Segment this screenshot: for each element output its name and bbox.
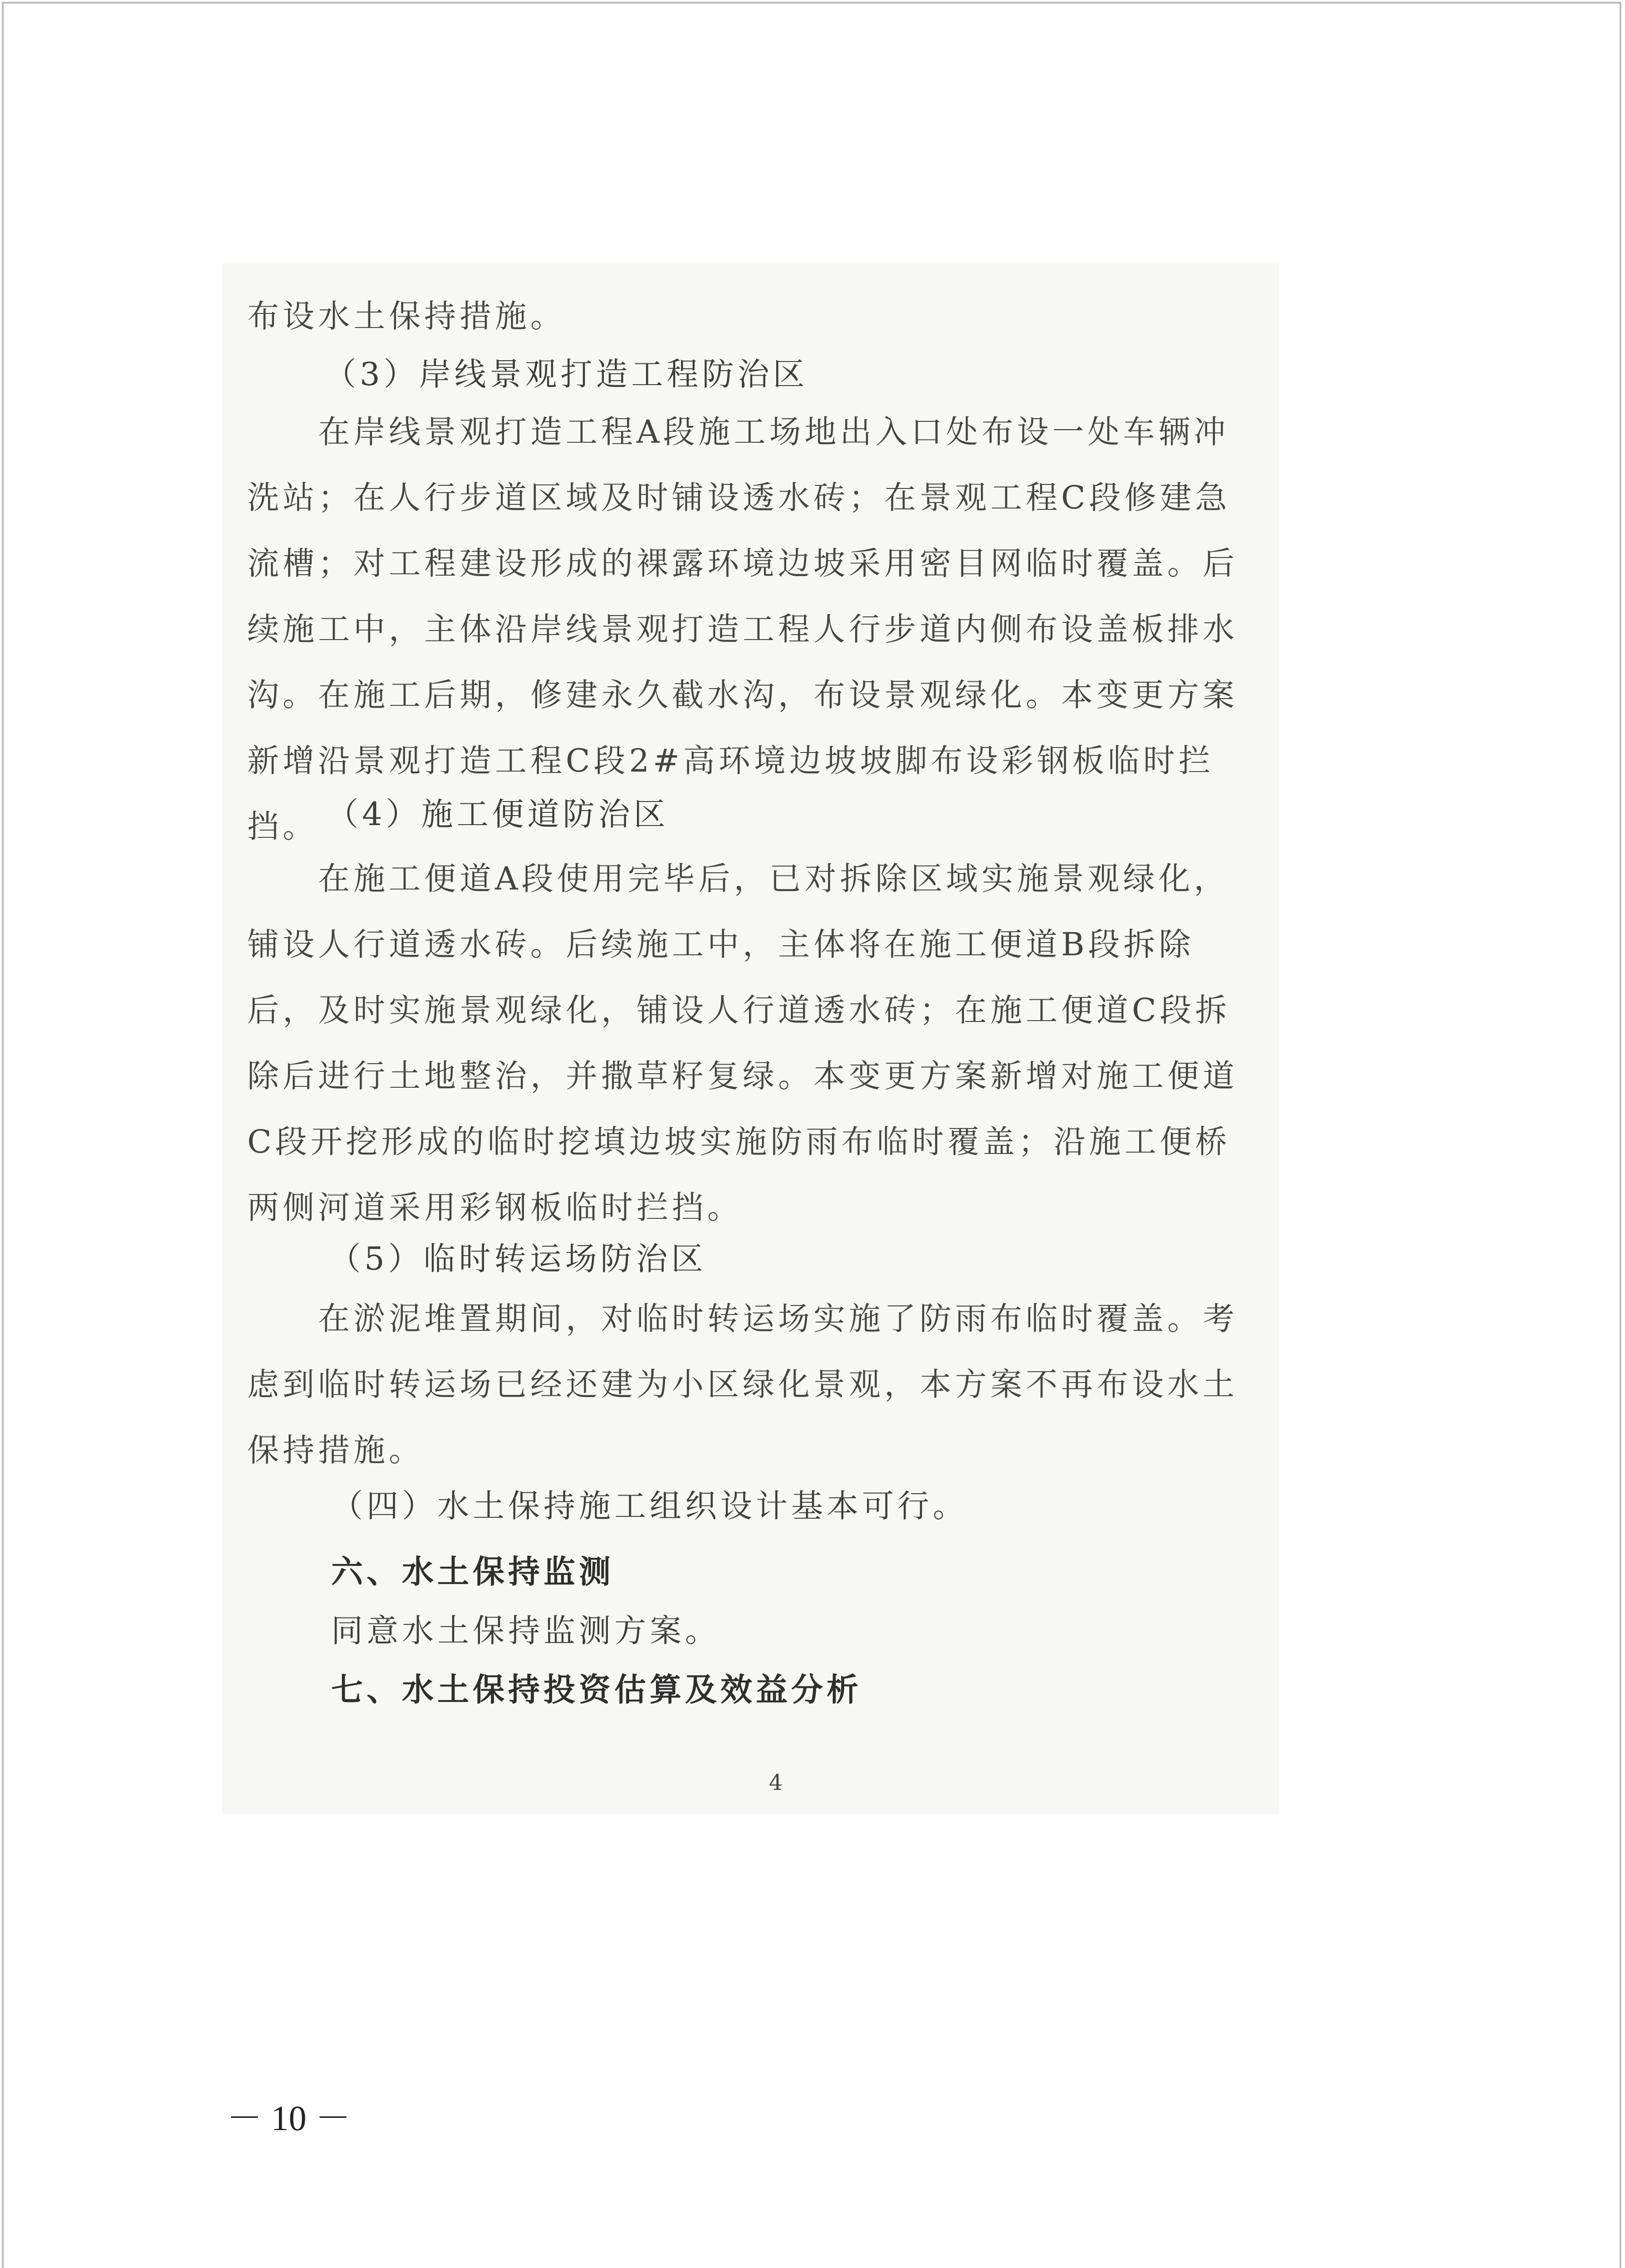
subheading-shoreline-zone: （3）岸线景观打造工程防治区 — [324, 356, 808, 393]
paragraph-access-road-zone: 在施工便道A段使用完毕后，已对拆除区域实施景观绿化，铺设人行道透水砖。后续施工中，主体将在施工便道B段拆除后，及时实施景观绿化，铺设人行道透水砖；在施工便道C段拆除后进行土地整治，并撒草籽复绿。本变更方案新增对施工便道C段开挖形成的临时挖填边坡实施防雨布临时覆盖；沿施工便桥两侧河道采用彩钢板临时拦挡。 — [247, 860, 1238, 1226]
subsection-construction-design: （四）水土保持施工组织设计基本可行。 — [331, 1487, 968, 1525]
paragraph-transfer-site-zone: 在淤泥堆置期间，对临时转运场实施了防雨布临时覆盖。考虑到临时转运场已经还建为小区绿化景观，本方案不再布设水土保持措施。 — [247, 1300, 1238, 1469]
page-footer-number: － 10 － — [227, 2098, 351, 2138]
subheading-transfer-site-zone: （5）临时转运场防治区 — [329, 1240, 707, 1277]
section-heading-monitoring: 六、水土保持监测 — [331, 1553, 614, 1590]
paragraph-continuation: 布设水土保持措施。 — [247, 298, 566, 335]
paragraph-monitoring: 同意水土保持监测方案。 — [331, 1612, 720, 1649]
paragraph-shoreline-zone: 在岸线景观打造工程A段施工场地出入口处布设一处车辆冲洗站；在人行步道区域及时铺设透水砖；在景观工程C段修建急流槽；对工程建设形成的裸露环境边坡采用密目网临时覆盖。后续施工中，主体沿岸线景观打造工程人行步道内侧布设盖板排水沟。在施工后期，修建永久截水沟，布设景观绿化。本变更方案新增沿景观打造工程C段2#高环境边坡坡脚布设彩钢板临时拦挡。 — [247, 413, 1238, 845]
subheading-access-road-zone: （4）施工便道防治区 — [327, 796, 669, 833]
section-heading-investment: 七、水土保持投资估算及效益分析 — [331, 1671, 862, 1708]
scanned-page-number: 4 — [768, 1770, 783, 1795]
